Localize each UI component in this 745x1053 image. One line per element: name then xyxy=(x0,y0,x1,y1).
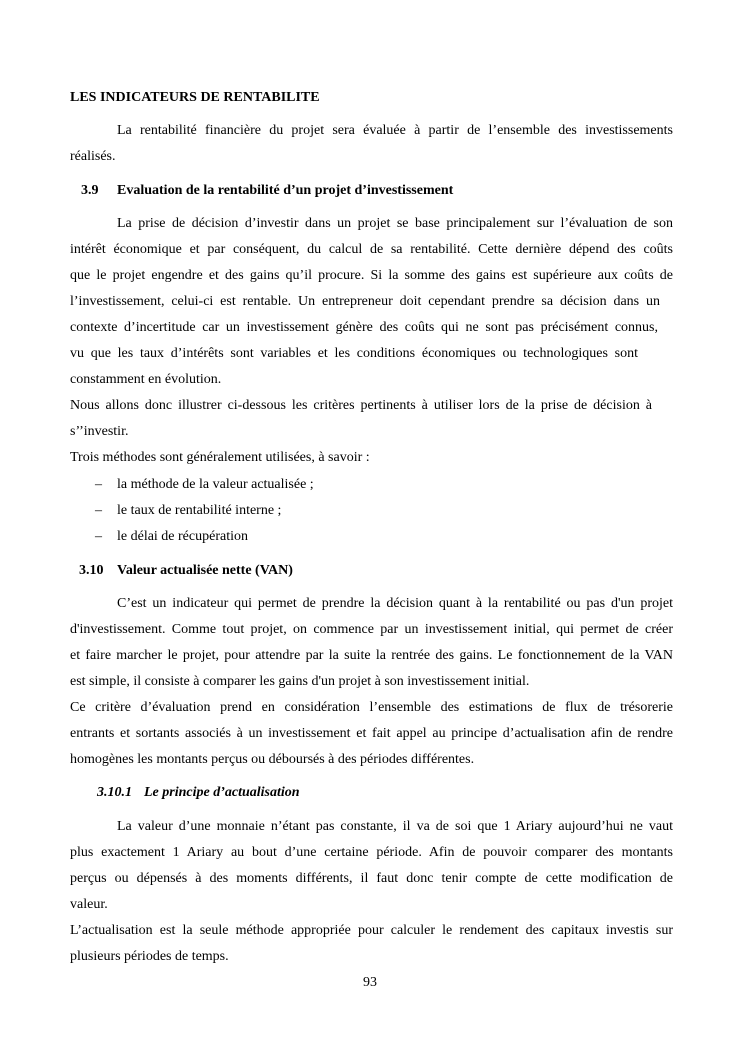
intro-line: réalisés. xyxy=(70,149,116,164)
paragraph-line: Trois méthodes sont généralement utilisées, à savoir : xyxy=(70,450,370,465)
paragraph-line: Ce critère d’évaluation prend en considération l’ensemble des estimations de flux de trésorerie xyxy=(70,700,673,715)
paragraph-line: Nous allons donc illustrer ci-dessous les critères pertinents à utiliser lors de la prise de décision à xyxy=(70,398,652,413)
paragraph-line: s’’investir. xyxy=(70,424,129,439)
paragraph-line: vu que les taux d’intérêts sont variables et les conditions économiques ou technologiques sont xyxy=(70,346,638,361)
page-number: 93 xyxy=(363,975,377,990)
paragraph-line: valeur. xyxy=(70,897,108,912)
paragraph-line: C’est un indicateur qui permet de prendre la décision quant à la rentabilité ou pas d'un projet xyxy=(117,596,673,611)
paragraph-line: d'investissement. Comme tout projet, on commence par un investissement initial, qui permet de créer xyxy=(70,622,673,637)
list-item-text: la méthode de la valeur actualisée ; xyxy=(117,477,314,492)
paragraph-line: homogènes les montants perçus ou déboursés à des périodes différentes. xyxy=(70,752,475,767)
section-number: 3.9 xyxy=(81,183,99,198)
section-title: Valeur actualisée nette (VAN) xyxy=(117,563,293,578)
list-item-text: le taux de rentabilité interne ; xyxy=(117,503,282,518)
paragraph-line: entrants et sortants associés à un investissement et fait appel au principe d’actualisation afin de rendre xyxy=(70,726,673,741)
paragraph-line: plus exactement 1 Ariary au bout d’une certaine période. Afin de pouvoir comparer des montants xyxy=(70,845,673,860)
bullet-dash: – xyxy=(95,503,102,518)
paragraph-line: l’investissement, celui-ci est rentable. Un entrepreneur doit cependant prendre sa décision dans un xyxy=(70,294,660,309)
paragraph-line: est simple, il consiste à comparer les gains d'un projet à son investissement initial. xyxy=(70,674,530,689)
paragraph-line: et faire marcher le projet, pour attendre par la suite la rentrée des gains. Le fonctionnement de la VAN xyxy=(70,648,673,663)
section-title: Evaluation de la rentabilité d’un projet d’investissement xyxy=(117,183,454,198)
paragraph-line: La valeur d’une monnaie n’étant pas constante, il va de soi que 1 Ariary aujourd’hui ne vaut xyxy=(117,819,673,834)
list-item-text: le délai de récupération xyxy=(117,529,248,544)
paragraph-line: intérêt économique et par conséquent, du calcul de sa rentabilité. Cette dernière dépend des coûts xyxy=(70,242,673,257)
paragraph-line: La prise de décision d’investir dans un projet se base principalement sur l’évaluation de son xyxy=(117,216,673,231)
intro-line: La rentabilité financière du projet sera évaluée à partir de l’ensemble des investissements xyxy=(117,123,673,138)
paragraph-line: contexte d’incertitude car un investissement génère des coûts qui ne sont pas précisément connus, xyxy=(70,320,658,335)
paragraph-line: constamment en évolution. xyxy=(70,372,222,387)
paragraph-line: perçus ou dépensés à des moments différents, il faut donc tenir compte de cette modification de xyxy=(70,871,673,886)
bullet-dash: – xyxy=(95,529,102,544)
section-number: 3.10 xyxy=(79,563,104,578)
section-number: 3.10.1 xyxy=(97,785,132,800)
paragraph-line: plusieurs périodes de temps. xyxy=(70,949,229,964)
section-title: Le principe d’actualisation xyxy=(144,785,300,800)
bullet-dash: – xyxy=(95,477,102,492)
page-heading: LES INDICATEURS DE RENTABILITE xyxy=(70,90,320,105)
paragraph-line: que le projet engendre et des gains qu’il procure. Si la somme des gains est supérieure aux coûts de xyxy=(70,268,673,283)
paragraph-line: L’actualisation est la seule méthode appropriée pour calculer le rendement des capitaux investis sur xyxy=(70,923,673,938)
